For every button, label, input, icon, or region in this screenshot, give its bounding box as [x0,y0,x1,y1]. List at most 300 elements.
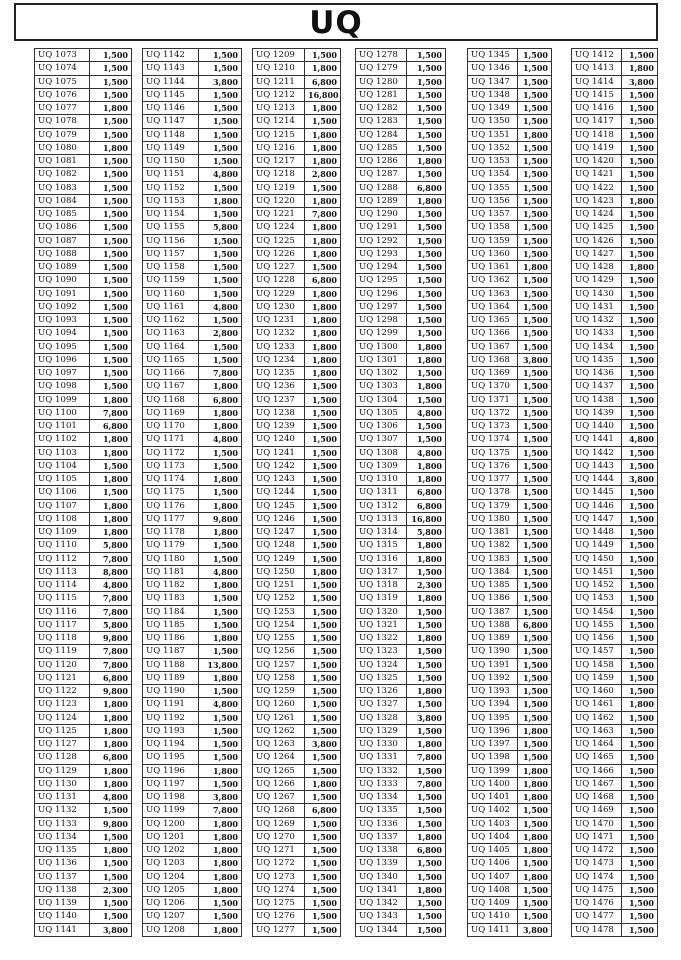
table-row [143,406,242,419]
table-row [572,857,658,870]
item-price: 1,800 [199,671,242,684]
item-price: 1,800 [407,539,446,552]
item-price: 4,800 [90,791,132,804]
table-row [35,300,132,313]
item-code: UQ 1358 [468,221,518,234]
item-code: UQ 1362 [468,274,518,287]
table-row [356,406,446,419]
item-price: 4,800 [407,446,446,459]
item-price: 1,500 [199,539,242,552]
table-row [572,433,658,446]
table-row [356,817,446,830]
item-code: UQ 1253 [253,605,305,618]
table-row [468,764,552,777]
table-row [35,181,132,194]
table-row [572,870,658,883]
item-price: 1,500 [622,327,658,340]
table-row [253,711,341,724]
item-price: 9,800 [90,632,132,645]
table-row [253,367,341,380]
item-price: 1,800 [305,141,341,154]
item-price: 1,500 [90,459,132,472]
table-row [35,645,132,658]
table-row [35,605,132,618]
item-price: 1,500 [518,817,552,830]
table-row [35,632,132,645]
item-price: 1,800 [90,698,132,711]
item-code: UQ 1333 [356,777,407,790]
item-code: UQ 1217 [253,155,305,168]
item-code: UQ 1117 [35,618,90,631]
table-row [468,300,552,313]
table-row [356,791,446,804]
item-price: 1,500 [199,645,242,658]
item-price: 1,800 [90,446,132,459]
item-price: 1,500 [518,685,552,698]
item-code: UQ 1215 [253,128,305,141]
table-row [572,512,658,525]
item-code: UQ 1377 [468,473,518,486]
item-price: 1,500 [90,287,132,300]
item-price: 1,500 [518,897,552,910]
table-row [572,88,658,101]
item-price: 6,800 [407,486,446,499]
table-row [356,128,446,141]
item-code: UQ 1173 [143,459,199,472]
item-code: UQ 1447 [572,512,622,525]
item-price: 1,500 [622,592,658,605]
item-price: 1,500 [199,49,242,62]
table-row [468,128,552,141]
item-code: UQ 1151 [143,168,199,181]
item-price: 1,800 [407,473,446,486]
table-row [356,658,446,671]
item-price: 1,500 [90,128,132,141]
item-code: UQ 1254 [253,618,305,631]
item-code: UQ 1204 [143,870,199,883]
table-row [356,62,446,75]
item-code: UQ 1424 [572,208,622,221]
item-price: 1,500 [90,75,132,88]
table-row [468,261,552,274]
item-code: UQ 1144 [143,75,199,88]
table-row [143,526,242,539]
item-code: UQ 1433 [572,327,622,340]
table-row [356,247,446,260]
table-row [143,711,242,724]
item-price: 1,800 [518,870,552,883]
item-price: 1,500 [622,658,658,671]
item-price: 1,500 [622,711,658,724]
item-price: 1,500 [199,340,242,353]
item-price: 1,500 [199,552,242,565]
table-row [468,844,552,857]
table-row [143,155,242,168]
item-code: UQ 1452 [572,579,622,592]
item-code: UQ 1428 [572,261,622,274]
item-price: 1,500 [199,486,242,499]
item-code: UQ 1209 [253,49,305,62]
item-price: 1,500 [199,751,242,764]
table-row [35,910,132,923]
table-row [572,234,658,247]
table-row [143,168,242,181]
table-row [468,738,552,751]
item-price: 1,500 [622,102,658,115]
table-row [572,526,658,539]
item-price: 3,800 [622,473,658,486]
table-row [468,658,552,671]
item-price: 1,500 [90,870,132,883]
table-row [468,645,552,658]
item-code: UQ 1266 [253,777,305,790]
item-code: UQ 1233 [253,340,305,353]
item-code: UQ 1081 [35,155,90,168]
item-price: 1,800 [518,844,552,857]
table-row [572,194,658,207]
item-price: 7,800 [90,658,132,671]
item-code: UQ 1356 [468,194,518,207]
price-table-column-1 [34,48,132,937]
table-row [253,406,341,419]
table-row [468,857,552,870]
item-code: UQ 1402 [468,804,518,817]
item-price: 1,500 [407,274,446,287]
item-price: 1,500 [305,685,341,698]
item-price: 1,800 [305,327,341,340]
table-row [356,777,446,790]
item-code: UQ 1440 [572,420,622,433]
table-row [356,287,446,300]
item-code: UQ 1296 [356,287,407,300]
item-price: 1,500 [407,128,446,141]
item-code: UQ 1349 [468,102,518,115]
item-code: UQ 1474 [572,870,622,883]
table-row [356,340,446,353]
table-row [35,817,132,830]
table-row [468,751,552,764]
table-row [572,830,658,843]
item-code: UQ 1325 [356,671,407,684]
price-table-column-5 [467,48,552,937]
item-code: UQ 1288 [356,181,407,194]
table-row [468,141,552,154]
item-code: UQ 1243 [253,473,305,486]
table-row [468,327,552,340]
table-row [468,314,552,327]
item-code: UQ 1430 [572,287,622,300]
item-code: UQ 1470 [572,817,622,830]
table-row [356,883,446,896]
table-row [468,724,552,737]
table-row [143,367,242,380]
table-row [468,274,552,287]
table-row [572,367,658,380]
item-price: 1,800 [199,420,242,433]
table-row [35,115,132,128]
item-code: UQ 1294 [356,261,407,274]
item-price: 1,800 [199,764,242,777]
item-code: UQ 1096 [35,353,90,366]
item-code: UQ 1207 [143,910,199,923]
table-row [35,830,132,843]
item-code: UQ 1290 [356,208,407,221]
item-code: UQ 1142 [143,49,199,62]
table-row [468,221,552,234]
table-row [143,724,242,737]
item-code: UQ 1307 [356,433,407,446]
item-price: 1,500 [407,62,446,75]
item-code: UQ 1335 [356,804,407,817]
item-price: 1,500 [407,168,446,181]
item-code: UQ 1437 [572,380,622,393]
table-row [572,539,658,552]
table-row [253,579,341,592]
item-code: UQ 1149 [143,141,199,154]
table-row [356,512,446,525]
item-code: UQ 1357 [468,208,518,221]
item-price: 1,500 [199,247,242,260]
table-row [468,565,552,578]
price-table-column-3 [252,48,341,937]
table-row [143,830,242,843]
item-code: UQ 1375 [468,446,518,459]
table-row [143,181,242,194]
item-price: 5,800 [90,618,132,631]
table-row [35,459,132,472]
item-price: 1,500 [518,645,552,658]
item-price: 2,800 [305,168,341,181]
table-row [253,486,341,499]
item-price: 1,500 [407,724,446,737]
item-code: UQ 1392 [468,671,518,684]
table-row [253,777,341,790]
item-code: UQ 1074 [35,62,90,75]
item-price: 1,500 [518,380,552,393]
item-code: UQ 1297 [356,300,407,313]
item-code: UQ 1075 [35,75,90,88]
item-price: 4,800 [407,406,446,419]
item-code: UQ 1225 [253,234,305,247]
price-table-column-4 [355,48,446,937]
table-row [572,221,658,234]
item-price: 1,500 [305,115,341,128]
item-code: UQ 1185 [143,618,199,631]
table-row [253,62,341,75]
item-code: UQ 1388 [468,618,518,631]
item-code: UQ 1429 [572,274,622,287]
item-code: UQ 1355 [468,181,518,194]
item-price: 1,500 [407,698,446,711]
item-price: 1,500 [199,711,242,724]
item-code: UQ 1353 [468,155,518,168]
table-row [35,88,132,101]
item-price: 1,800 [305,62,341,75]
table-row [143,274,242,287]
item-code: UQ 1477 [572,910,622,923]
item-code: UQ 1436 [572,367,622,380]
table-row [253,844,341,857]
item-code: UQ 1336 [356,817,407,830]
table-row [143,247,242,260]
item-code: UQ 1348 [468,88,518,101]
item-price: 1,500 [622,353,658,366]
table-row [35,539,132,552]
table-row [253,155,341,168]
table-row [572,486,658,499]
item-price: 4,800 [90,579,132,592]
item-code: UQ 1175 [143,486,199,499]
item-code: UQ 1457 [572,645,622,658]
item-price: 1,500 [622,671,658,684]
item-price: 1,500 [90,62,132,75]
table-row [253,897,341,910]
item-code: UQ 1309 [356,459,407,472]
item-price: 1,800 [407,552,446,565]
table-row [35,711,132,724]
item-price: 1,500 [518,632,552,645]
item-code: UQ 1250 [253,565,305,578]
item-code: UQ 1409 [468,897,518,910]
item-code: UQ 1083 [35,181,90,194]
item-code: UQ 1129 [35,764,90,777]
table-row [572,287,658,300]
item-code: UQ 1086 [35,221,90,234]
item-price: 1,500 [622,314,658,327]
table-row [143,883,242,896]
table-row [468,830,552,843]
item-code: UQ 1316 [356,552,407,565]
item-code: UQ 1334 [356,791,407,804]
item-code: UQ 1174 [143,473,199,486]
item-price: 1,500 [622,380,658,393]
price-table-column-6 [571,48,658,937]
item-price: 1,500 [622,777,658,790]
table-row [572,764,658,777]
item-price: 1,500 [518,883,552,896]
item-code: UQ 1292 [356,234,407,247]
item-price: 1,500 [622,857,658,870]
item-price: 1,500 [518,579,552,592]
item-price: 1,500 [199,685,242,698]
item-price: 1,800 [90,724,132,737]
table-row [35,141,132,154]
table-row [35,791,132,804]
item-code: UQ 1280 [356,75,407,88]
item-price: 1,500 [518,314,552,327]
item-price: 7,800 [90,645,132,658]
table-row [143,128,242,141]
item-price: 1,500 [407,208,446,221]
item-code: UQ 1227 [253,261,305,274]
item-code: UQ 1472 [572,844,622,857]
table-row [143,261,242,274]
item-code: UQ 1201 [143,830,199,843]
item-price: 16,800 [407,512,446,525]
table-row [356,526,446,539]
item-price: 1,800 [90,141,132,154]
table-row [35,406,132,419]
item-price: 1,500 [305,910,341,923]
item-price: 3,800 [305,738,341,751]
item-price: 1,500 [518,592,552,605]
item-price: 1,500 [305,420,341,433]
table-row [468,155,552,168]
item-price: 3,800 [622,75,658,88]
item-price: 1,500 [305,830,341,843]
item-code: UQ 1130 [35,777,90,790]
item-price: 4,800 [199,565,242,578]
item-code: UQ 1398 [468,751,518,764]
table-row [35,751,132,764]
table-row [468,698,552,711]
item-code: UQ 1190 [143,685,199,698]
table-row [143,420,242,433]
table-row [356,857,446,870]
item-price: 1,500 [622,817,658,830]
table-row [356,420,446,433]
item-code: UQ 1241 [253,446,305,459]
table-row [356,579,446,592]
table-row [468,897,552,910]
item-code: UQ 1413 [572,62,622,75]
table-row [253,380,341,393]
item-code: UQ 1347 [468,75,518,88]
table-row [143,618,242,631]
item-code: UQ 1441 [572,433,622,446]
item-price: 1,500 [90,486,132,499]
table-row [572,420,658,433]
table-row [143,221,242,234]
item-code: UQ 1272 [253,857,305,870]
table-row [572,300,658,313]
table-row [356,685,446,698]
item-price: 1,500 [199,287,242,300]
item-code: UQ 1191 [143,698,199,711]
item-price: 1,500 [305,751,341,764]
table-row [143,764,242,777]
item-price: 1,800 [305,300,341,313]
item-price: 1,500 [622,764,658,777]
item-price: 1,800 [199,406,242,419]
table-row [143,327,242,340]
item-price: 7,800 [90,406,132,419]
item-code: UQ 1283 [356,115,407,128]
item-code: UQ 1211 [253,75,305,88]
table-row [35,314,132,327]
item-price: 1,500 [622,512,658,525]
price-table-column-2 [142,48,242,937]
table-row [356,49,446,62]
item-price: 1,500 [90,327,132,340]
item-code: UQ 1178 [143,526,199,539]
item-price: 4,800 [199,698,242,711]
item-price: 1,500 [518,499,552,512]
item-code: UQ 1346 [468,62,518,75]
table-row [356,353,446,366]
item-price: 1,500 [199,102,242,115]
item-price: 1,500 [518,711,552,724]
item-code: UQ 1195 [143,751,199,764]
item-code: UQ 1097 [35,367,90,380]
table-row [468,446,552,459]
table-row [253,446,341,459]
table-row [572,62,658,75]
item-price: 7,800 [199,367,242,380]
table-row [253,605,341,618]
item-code: UQ 1093 [35,314,90,327]
item-price: 1,500 [90,181,132,194]
